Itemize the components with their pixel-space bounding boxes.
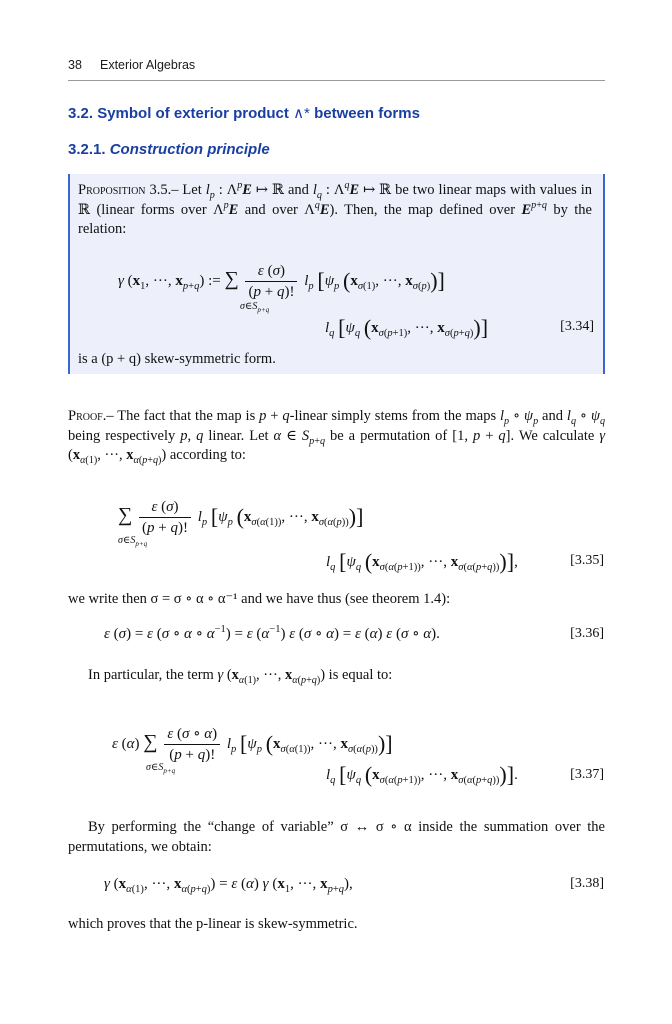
section-number: 3.2. [68, 105, 94, 122]
subsection-title-text: Construction principle [109, 141, 270, 158]
equation-number-3-35: [3.35] [570, 553, 604, 568]
equation-number-3-37: [3.37] [570, 767, 604, 782]
page-header [68, 56, 605, 81]
equation-3-38: γ ($x_{\alpha(1)}$, ···, $x_{\alpha(p+q)}) = \varepsilon$ (α) γ ($x_1$, ···, $x_{p+q}$), [104, 876, 353, 895]
equation-3-35-line2: $l_q$ [$\psi_q$ ($x_{\sigma(\alpha(p+1))}$, ···, $x_{\sigma(\alpha(p+q))}$)], [326, 549, 518, 574]
equation-3-36: ε (σ) = ε (σ ∘ α ∘ $\alpha^{-1}) = \varepsilon$ $(\alpha^{-1})$ ε (σ ∘ α) = ε (α) ε (σ ∘ α). [104, 624, 440, 642]
equation-number-3-38: [3.38] [570, 876, 604, 891]
equation-number-3-34: [3.34] [560, 319, 594, 334]
subsection-title [68, 141, 270, 158]
proposition-closing: is a (p + q) skew-symmetric form. [78, 351, 276, 367]
equation-3-34-line2: $l_q$ [$\psi_q$ ($x_{\sigma(p+1)}$, ···, $x_{\sigma(p+q)}$)] [325, 315, 489, 340]
section-title-end: between forms [314, 105, 420, 122]
exterior-product-symbol: ∧* [293, 105, 310, 122]
equation-3-37-line2: $l_q$ [$\psi_q$ ($x_{\sigma(\alpha(p+1))}$, ···, $x_{\sigma(\alpha(p+q))}$)]. [326, 762, 518, 787]
proof-label: Proof.– [68, 408, 114, 424]
proof-opening: Proof.– The fact that the map is p + q-linear simply stems from the maps $l_p$ ∘ $\psi_p$ and $l_q$ ∘ $\psi_q$ being respectively p, q linear. Let α ∈ $S_{p+q}$ be a permutation of [1, p + q]. We calculate γ ($x_{\alpha(1)}$, ···, $x_{\alpha(p+q)}$) according to: [68, 408, 606, 466]
page-number: 38 [68, 58, 82, 72]
proposition-label: Proposition 3.5.– [78, 182, 179, 198]
equation-number-3-36: [3.36] [570, 626, 604, 641]
equation-3-35-line1: ∑ $\frac{\varepsilon (\sigma)}{(p + q)!}$ $l_p$ [$\psi_p$ ($x_{\sigma(\alpha(1))}$, ···, $x_{\sigma(\alpha(p))}$)] $\sigma\in S_{p+q}$ [118, 499, 364, 548]
section-title-text: Symbol of exterior product [97, 105, 289, 122]
equation-3-37-line1: ε (α) ∑ $\frac{\varepsilon (\sigma \circ \alpha)}{(p + q)!}$ $l_p$ [$\psi_p$ ($x_{\sigma(\alpha(1))}$, ···, $x_{\sigma(\alpha(p))}$)] $\sigma\in S_{p+q}$ [112, 726, 393, 775]
section-title [68, 104, 420, 122]
write-then-paragraph: we write then σ = σ ∘ α ∘ α⁻¹ and we have thus (see theorem 1.4): [68, 591, 451, 607]
particular-paragraph: In particular, the term γ ($x_{\alpha(1)}$, ···, $x_{\alpha(p+q)}$) is equal to: [88, 667, 393, 686]
proposition-statement: Proposition 3.5.– Let $l_p$ : $\Lambda^pE$ ↦ ℝ and $l_q$ : $\Lambda^qE$ ↦ ℝ be two linear maps with values in ℝ (linear forms over $\Lambda^pE$ and over $\Lambda^qE$). Then, the map defined over $E^{p+q}$ by the relation: [78, 180, 592, 237]
subsection-number: 3.2.1. [68, 141, 106, 158]
running-title: Exterior Algebras [100, 58, 196, 72]
equation-3-34-line1: γ ($x_1$, ···, $x_{p+q}$) := ∑ $\frac{\varepsilon (\sigma)}{(p + q)!}$ $l_p$ [$\psi_p$ ($x_{\sigma(1)}$, ···, $x_{\sigma(p)}$)] $\sigma\in S_{p+q}$ [118, 263, 445, 314]
change-of-variable-paragraph: By performing the “change of variable” σ ↔ σ ∘ α inside the summation over the permutations, we obtain: [68, 819, 605, 855]
final-paragraph: which proves that the p-linear is skew-symmetric. [68, 916, 358, 932]
